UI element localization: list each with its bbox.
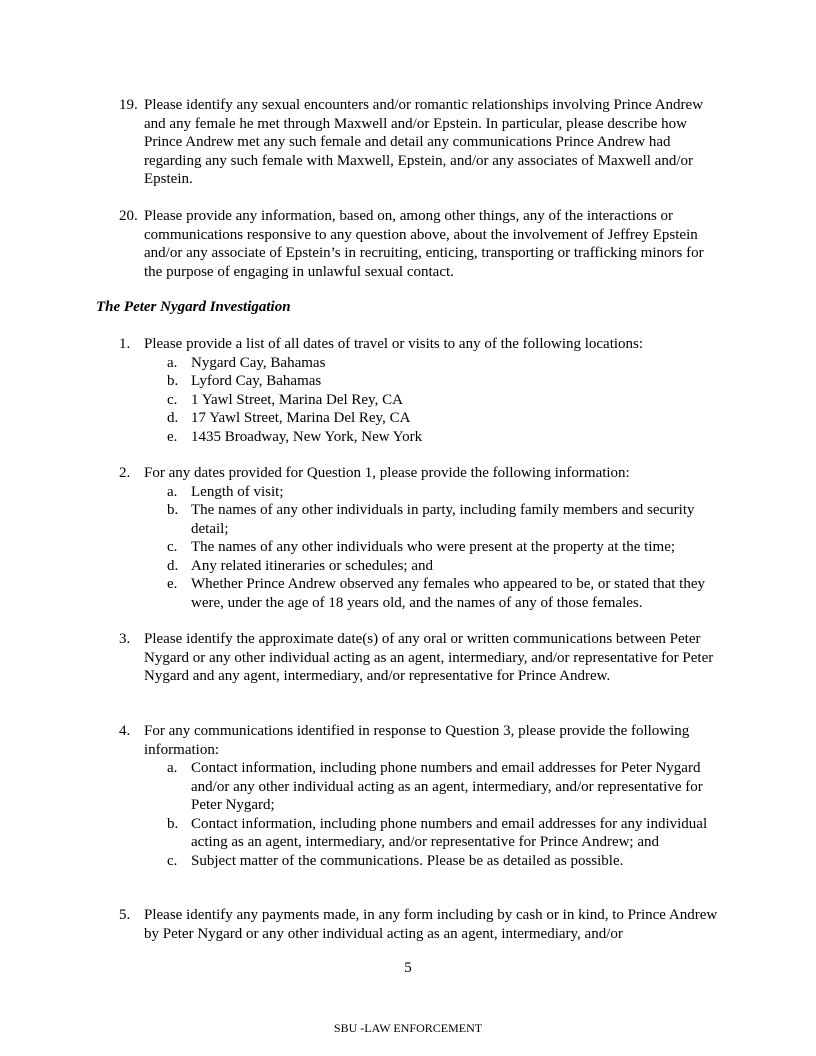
sub-item [167,501,719,538]
sub-item-text: Contact information, including phone numbers and email addresses for any individual acting as an agent, intermediary, and/or representative for Prince Andrew; and [191,815,708,850]
question-number: 20. [119,208,138,224]
sub-item-letter: a. [167,760,178,776]
sub-item-text: Lyford Cay, Bahamas [191,373,322,389]
question-text: For any dates provided for Question 1, please provide the following information: [144,465,630,481]
sub-item-letter: c. [167,391,178,408]
sub-item-text: Subject matter of the communications. Please be as detailed as possible. [191,852,624,869]
sub-item [167,372,719,391]
question-3 [119,630,719,686]
sub-item [167,391,719,410]
sub-item-text: The names of any other individuals who were present at the property at the time; [191,539,676,555]
sub-item [167,538,719,557]
question-text: For any communications identified in response to Question 3, please provide the following information: [144,723,690,758]
sub-item-text: 1435 Broadway, New York, New York [191,428,423,445]
sub-item [167,409,719,428]
question-text: Please provide a list of all dates of travel or visits to any of the following locations: [144,336,644,352]
sub-item-letter: c. [167,852,178,869]
page-number: 5 [404,960,412,976]
sub-item [167,815,719,852]
sub-item-text: Whether Prince Andrew observed any females who appeared to be, or stated that they were, under the age of 18 years old, and the names of any of those females. [191,576,705,611]
sub-item [167,354,719,373]
sub-item [167,557,719,576]
sub-item-letter: a. [167,354,178,371]
sub-item-text: Length of visit; [191,483,284,500]
question-1 [119,335,719,446]
question-2 [119,464,719,612]
question-20 [119,207,719,281]
question-number: 5. [119,907,131,923]
sub-item-text: Any related itineraries or schedules; and [191,557,433,574]
sub-item-text: The names of any other individuals in party, including family members and security detail; [191,502,695,537]
page-footer: SBU -LAW ENFORCEMENT [333,1021,483,1035]
question-number: 1. [119,336,131,352]
question-text: Please identify any sexual encounters and/or romantic relationships involving Prince Andrew and any female he met through Maxwell and/or Epstein. In particular, please describe how Prince Andrew met any such female and detail any communications Prince Andrew had regarding any such female with Maxwell, Epstein, and/or any associates of Maxwell and/or Epstein. [144,97,704,187]
question-number: 4. [119,723,131,739]
question-4 [119,722,719,870]
sub-item [167,575,719,612]
sub-item-letter: d. [167,557,179,574]
sub-item-letter: a. [167,483,178,500]
sub-item-letter: b. [167,373,179,389]
sub-item [167,483,719,502]
sub-item-letter: e. [167,576,178,592]
sub-item-letter: c. [167,539,178,555]
sub-item-text: 17 Yawl Street, Marina Del Rey, CA [191,410,411,426]
question-5 [119,906,719,943]
question-number: 3. [119,631,131,647]
sub-item-letter: e. [167,428,178,445]
question-text: Please identify the approximate date(s) of any oral or written communications between Peter Nygard or any other individual acting as an agent, intermediary, and/or representative for Peter Nygard and any agent, intermediary, and/or representative for Prince Andrew. [144,631,714,684]
sub-item-text: Contact information, including phone numbers and email addresses for Peter Nygard and/or any other individual acting as an agent, intermediary, and/or representative for Peter Nygard; [191,760,703,813]
question-19 [119,96,719,189]
section-heading: The Peter Nygard Investigation [96,299,291,315]
sub-item-text: 1 Yawl Street, Marina Del Rey, CA [191,391,403,408]
sub-item-text: Nygard Cay, Bahamas [191,354,326,371]
sub-item-letter: b. [167,815,179,832]
sub-item-letter: b. [167,502,179,518]
question-text: Please provide any information, based on, among other things, any of the interactions or communications responsive to any question above, about the involvement of Jeffrey Epstein and/or any associate of Epstein’s in recruiting, enticing, transporting or trafficking minors for the purpose of engaging in unlawful sexual contact. [144,208,704,280]
sub-item-letter: d. [167,410,179,426]
sub-item [167,852,719,871]
question-number: 19. [119,97,138,113]
question-text: Please identify any payments made, in any form including by cash or in kind, to Prince Andrew by Peter Nygard or any other individual acting as an agent, intermediary, and/or [144,907,718,942]
question-number: 2. [119,465,131,481]
sub-item [167,428,719,447]
sub-item [167,759,719,815]
